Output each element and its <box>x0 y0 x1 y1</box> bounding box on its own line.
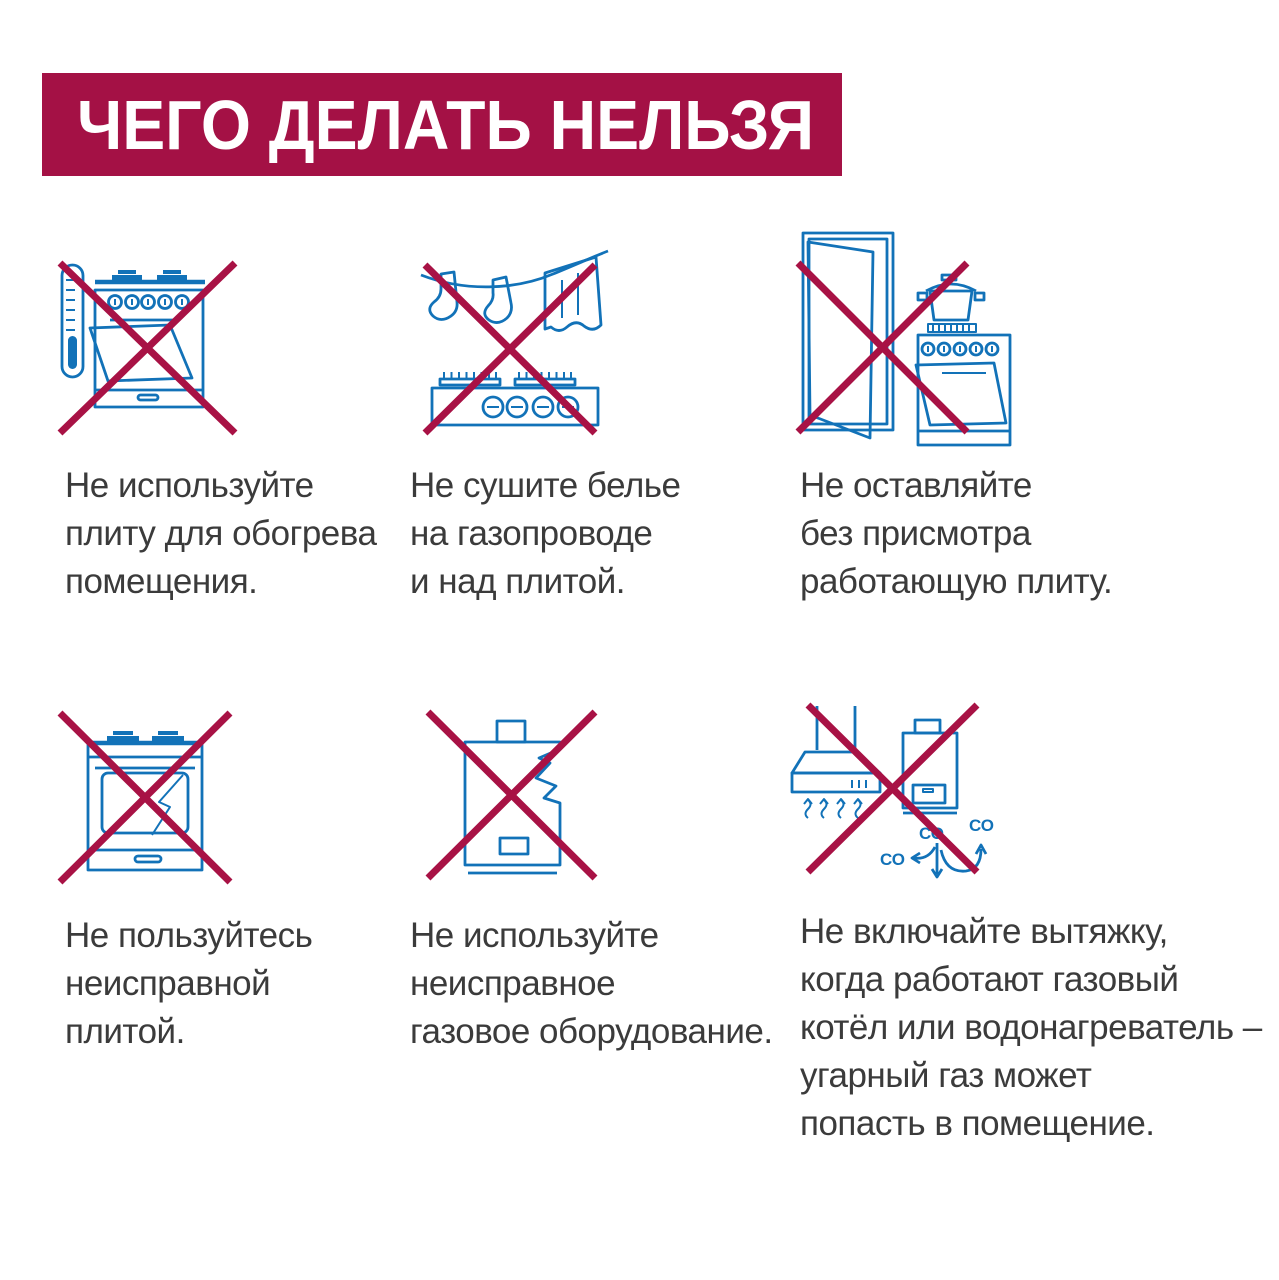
caption-line: угарный газ может <box>800 1056 1092 1095</box>
caption-line: работающую плиту. <box>800 562 1113 601</box>
burner <box>928 324 976 332</box>
open-door-stove-icon <box>790 225 1020 455</box>
caption-line: на газопроводе <box>410 514 653 553</box>
laundry-over-stove-icon <box>415 240 615 445</box>
prohibition-cross <box>798 263 967 432</box>
caption-line: неисправной <box>65 964 271 1003</box>
caption-faulty-stove <box>65 912 312 1056</box>
caption-laundry <box>410 462 681 606</box>
caption-stove-thermometer <box>65 462 376 606</box>
caption-line: Не используйте <box>410 916 659 955</box>
title-banner <box>42 73 842 176</box>
caption-line: Не сушите белье <box>410 466 681 505</box>
caption-line: Не используйте <box>65 466 314 505</box>
caption-hood-co <box>800 908 1262 1148</box>
caption-line: плитой. <box>65 1012 185 1051</box>
caption-line: когда работают газовый <box>800 960 1179 999</box>
caption-line: плиту для обогрева <box>65 514 377 553</box>
svg-text:CO: CO <box>919 824 944 843</box>
svg-text:CO: CO <box>969 816 994 835</box>
prohibition-cross <box>425 265 595 433</box>
caption-line: котёл или водонагреватель – <box>800 1008 1262 1047</box>
stove-thermometer-icon <box>55 240 250 450</box>
svg-text:CO: CO <box>880 850 905 869</box>
open-door <box>803 233 893 438</box>
prohibition-cross <box>808 705 977 872</box>
caption-line: газовое оборудование. <box>410 1012 773 1051</box>
caption-line: попасть в помещение. <box>800 1104 1155 1143</box>
heat-arrows <box>804 799 862 818</box>
caption-faulty-boiler <box>410 912 773 1056</box>
caption-line: и над плитой. <box>410 562 626 601</box>
faulty-stove-icon <box>55 705 245 905</box>
caption-unattended-stove <box>800 462 1112 606</box>
hood-boiler-co-icon <box>785 700 1035 920</box>
caption-line: помещения. <box>65 562 258 601</box>
page-title: ЧЕГО ДЕЛАТЬ НЕЛЬЗЯ <box>76 85 815 164</box>
caption-line: Не включайте вытяжку, <box>800 912 1168 951</box>
faulty-boiler-icon <box>420 705 600 905</box>
caption-line: Не пользуйтесь <box>65 916 313 955</box>
caption-line: неисправное <box>410 964 616 1003</box>
caption-line: без присмотра <box>800 514 1031 553</box>
caption-line: Не оставляйте <box>800 466 1032 505</box>
